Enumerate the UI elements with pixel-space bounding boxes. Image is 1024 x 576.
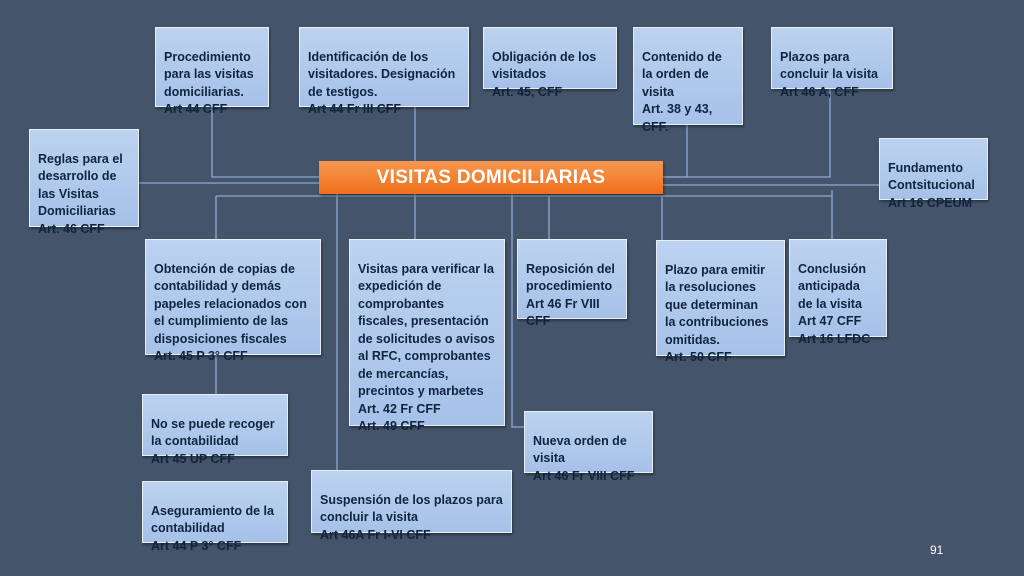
box-procedimiento bbox=[155, 27, 269, 116]
box-contenido-text: Contenido de la orden de visita Art. 38 y 43, CFF. bbox=[642, 49, 722, 134]
box-aseguramiento bbox=[142, 481, 288, 553]
box-reposicion-text: Reposición del procedimiento Art 46 Fr VIII CFF bbox=[526, 261, 615, 328]
box-reposicion bbox=[517, 239, 627, 328]
box-obligacion bbox=[483, 27, 617, 99]
box-nueva-orden-text: Nueva orden de visita Art 46 Fr VIII CFF bbox=[533, 433, 635, 483]
box-no-recoger bbox=[142, 394, 288, 466]
box-identificacion bbox=[299, 27, 469, 116]
box-reglas-text: Reglas para el desarrollo de las Visitas Domiciliarias Art. 46 CFF bbox=[38, 151, 123, 236]
page-number: 91 bbox=[930, 543, 944, 557]
box-suspension-text: Suspensión de los plazos para concluir la visita Art 46A Fr I-VI CFF bbox=[320, 492, 503, 542]
box-visitas-verificar bbox=[349, 239, 505, 433]
box-identificacion-text: Identificación de los visitadores. Designación de testigos. Art 44 Fr III CFF bbox=[308, 49, 456, 116]
box-plazos bbox=[771, 27, 893, 99]
box-aseguramiento-text: Aseguramiento de la contabilidad Art 44 P 3° CFF bbox=[151, 503, 274, 553]
box-fundamento bbox=[879, 138, 988, 210]
box-visitas-verificar-text: Visitas para verificar la expedición de comprobantes fiscales, presentación de solicitudes o avisos al RFC, comprobantes de mercancías, precintos y marbetes Art. 42 Fr CFF Art. 49 CFF bbox=[358, 261, 495, 433]
box-contenido bbox=[633, 27, 743, 134]
box-conclusion-text: Conclusión anticipada de la visita Art 47 CFF Art 16 LFDC bbox=[798, 261, 871, 346]
box-fundamento-text: Fundamento Contsitucional Art 16 CPEUM bbox=[888, 160, 975, 210]
box-plazo-emitir-text: Plazo para emitir la resoluciones que determinan la contribuciones omitidas. Art. 50 CFF bbox=[665, 262, 769, 364]
box-nueva-orden bbox=[524, 411, 653, 483]
box-obligacion-text: Obligación de los visitados Art. 45, CFF bbox=[492, 49, 597, 99]
box-obtencion bbox=[145, 239, 321, 363]
box-plazos-text: Plazos para concluir la visita Art 46 A, CFF bbox=[780, 49, 878, 99]
box-plazo-emitir bbox=[656, 240, 785, 364]
box-suspension bbox=[311, 470, 512, 542]
box-obtencion-text: Obtención de copias de contabilidad y demás papeles relacionados con el cumplimiento de las disposiciones fiscales Art. 45 P 3° CFF bbox=[154, 261, 307, 363]
connector-procedimiento bbox=[212, 105, 319, 177]
box-conclusion bbox=[789, 239, 887, 346]
box-no-recoger-text: No se puede recoger la contabilidad Art 45 UP CFF bbox=[151, 416, 275, 466]
box-reglas bbox=[29, 129, 139, 236]
diagram-title: VISITAS DOMICILIARIAS bbox=[319, 161, 663, 194]
box-procedimiento-text: Procedimiento para las visitas domiciliarias. Art 44 CFF bbox=[164, 49, 254, 116]
